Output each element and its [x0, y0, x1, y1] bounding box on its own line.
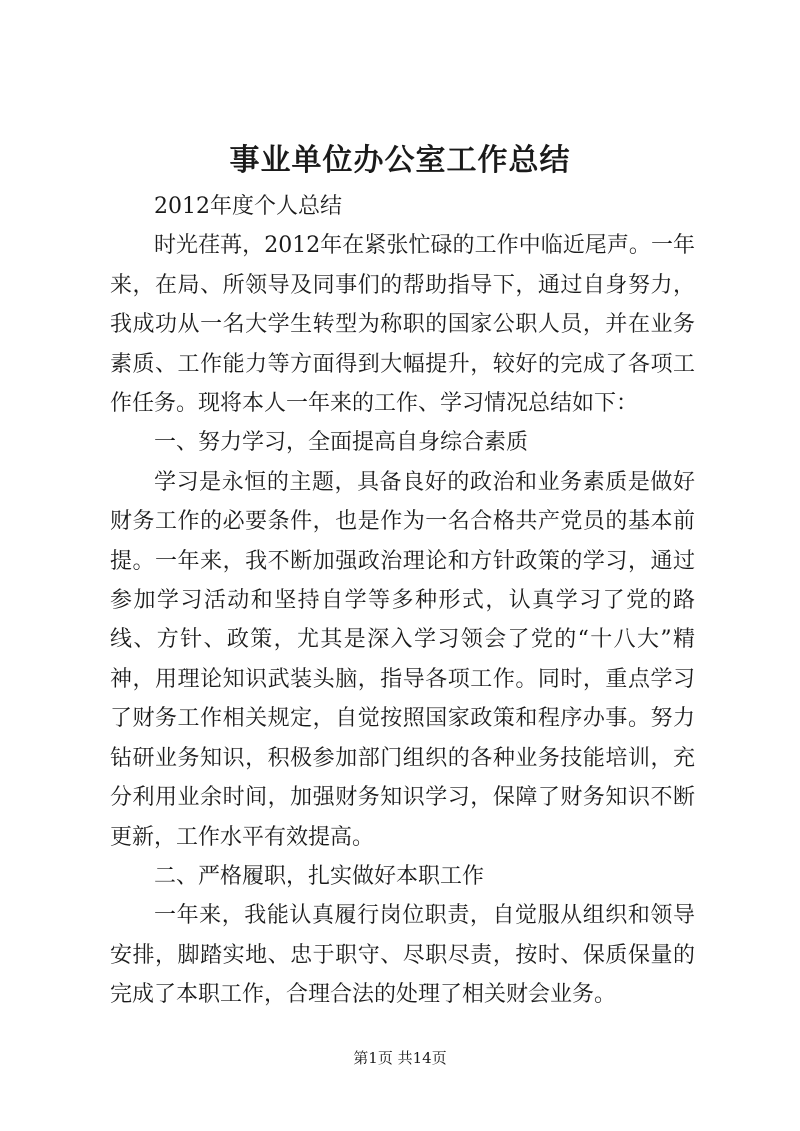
section-heading-1: 一、努力学习，全面提高自身综合素质 — [154, 430, 529, 456]
document-body — [110, 187, 695, 1015]
section-heading-2: 二、严格履职，扎实做好本职工作 — [154, 863, 485, 889]
section-2-paragraph: 一年来，我能认真履行岗位职责，自觉服从组织和领导安排，脚踏实地、忠于职守、尽职尽责，按时、保质保量的完成了本职工作，合理合法的处理了相关财会业务。 — [110, 903, 695, 1008]
subtitle-paragraph: 2012年度个人总结 — [154, 194, 342, 219]
intro-paragraph: 时光荏苒，2012年在紧张忙碌的工作中临近尾声。一年来，在局、所领导及同事们的帮助指导下，通过自身努力，我成功从一名大学生转型为称职的国家公职人员，并在业务素质、工作能力等方面得到大幅提升，较好的完成了各项工作任务。现将本人一年来的工作、学习情况总结如下： — [110, 233, 695, 417]
page-footer: 第1页 共14页 — [353, 1049, 447, 1067]
section-1-paragraph: 学习是永恒的主题，具备良好的政治和业务素质是做好财务工作的必要条件，也是作为一名合格共产党员的基本前提。一年来，我不断加强政治理论和方针政策的学习，通过参加学习活动和坚持自学等多种形式，认真学习了党的路线、方针、政策，尤其是深入学习领会了党的“十八大”精神，用理论知识武装头脑，指导各项工作。同时，重点学习了财务工作相关规定，自觉按照国家政策和程序办事。努力钻研业务知识，积极参加部门组织的各种业务技能培训，充分利用业余时间，加强财务知识学习，保障了财务知识不断更新，工作水平有效提高。 — [110, 469, 695, 850]
document-title: 事业单位办公室工作总结 — [229, 143, 571, 178]
